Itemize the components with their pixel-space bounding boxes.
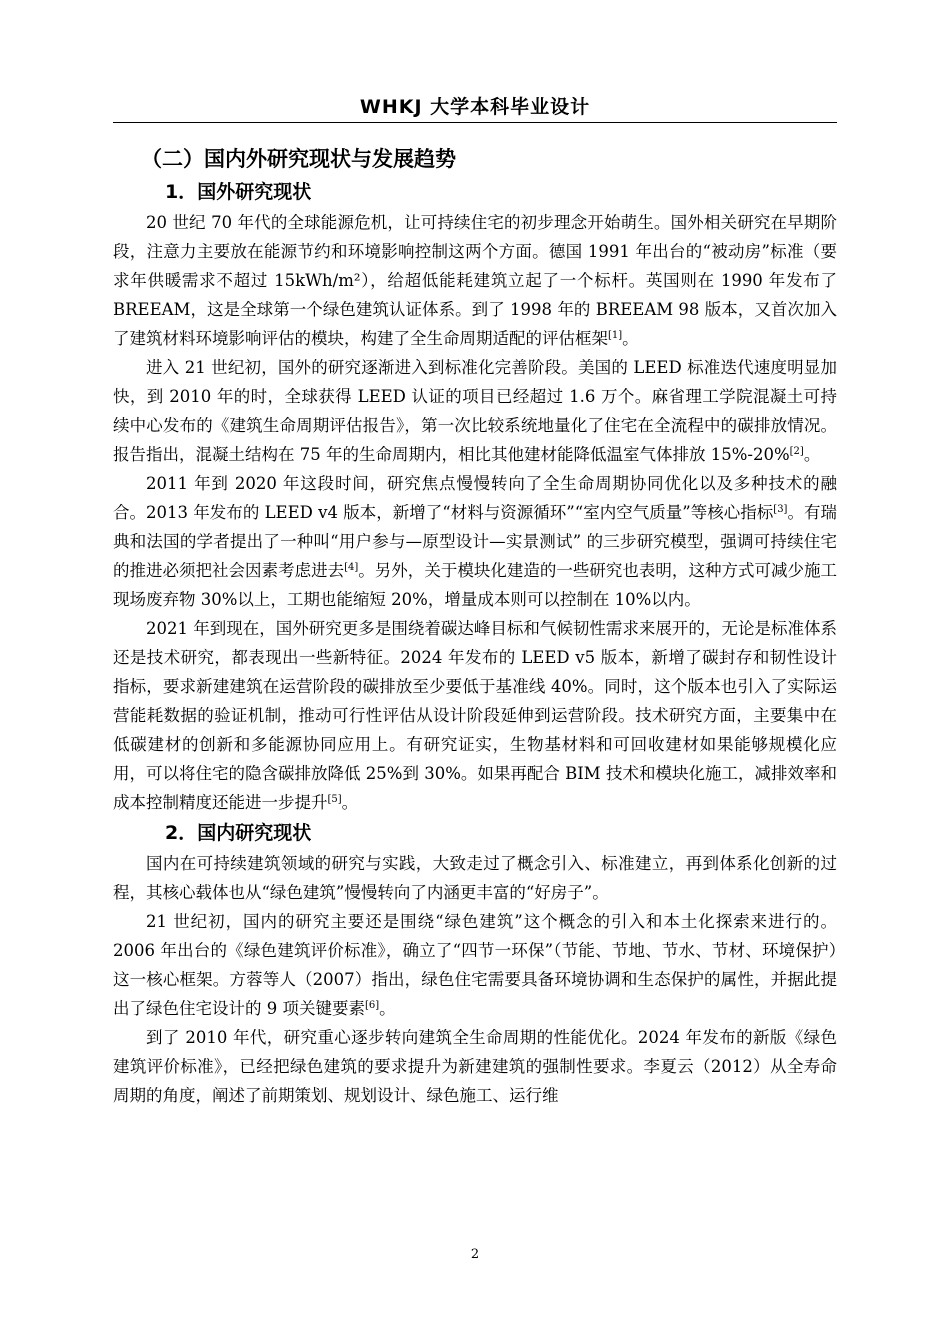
paragraph: [113, 208, 837, 353]
paragraph: [113, 614, 837, 817]
paragraph-text: 。另外，关于模块化建造的一些研究也表明，这种方式可减少施工现场废弃物 30%以上，工期也能缩短 20%，增量成本则可以控制在 10%以内。: [113, 561, 838, 609]
paragraph: [113, 907, 837, 1023]
paragraph: [113, 1023, 837, 1110]
paragraph: [113, 469, 837, 614]
paragraph-text: 。有瑞典和法国的学者提出了一种叫“用户参与—原型设计—实景测试” 的三步研究模型，强调可持续住宅的推进必须把社会因素考虑进去: [113, 503, 838, 580]
citation: [2]: [789, 446, 804, 457]
section-title: （二）国内外研究现状与发展趋势: [141, 147, 456, 171]
paragraph: [113, 353, 837, 469]
citation: [4]: [344, 562, 359, 573]
subsection-title-domestic: 2．国内研究现状: [165, 822, 312, 844]
paragraph-text: 进入 21 世纪初，国外的研究逐渐进入到标准化完善阶段。美国的 LEED 标准迭代速度明显加快，到 2010 年的时，全球获得 LEED 认证的项目已经超过 1.6 万个。麻省理工学院混凝土可持续中心发布的《建筑生命周期评估报告》，第一次比较系统地量化了住宅在全流程中的碳排放情况。报告指出，混凝土结构在 75 年的生命周期内，相比其他建材能降低温室气体排放 15%-20%: [113, 358, 837, 464]
paragraph-text: 。: [341, 793, 359, 812]
paragraph-text: 2021 年到现在，国外研究更多是围绕着碳达峰目标和气候韧性需求来展开的，无论是标准体系还是技术研究，都表现出一些新特征。2024 年发布的 LEED v5 版本，新增了碳封存和韧性设计指标，要求新建建筑在运营阶段的碳排放至少要低于基准线 40%。同时，这个版本也引入了实际运营能耗数据的验证机制，推动可行性评估从设计阶段延伸到运营阶段。技术研究方面，主要集中在低碳建材的创新和多能源协同应用上。有研究证实，生物基材料和可回收建材如果能够规模化应用，可以将住宅的隐含碳排放降低 25%到 30%。如果再配合 BIM 技术和模块化施工，减排效率和成本控制精度还能进一步提升: [113, 619, 837, 812]
paragraph-text: 。: [803, 445, 821, 464]
page-header: WHKJ 大学本科毕业设计: [359, 96, 591, 118]
citation: [1]: [608, 330, 623, 341]
citation: [6]: [365, 1000, 380, 1011]
citation: [5]: [327, 794, 342, 805]
subsection-title-foreign: 1．国外研究现状: [165, 181, 312, 203]
citation: [3]: [773, 504, 788, 515]
paragraph-text: 。: [622, 329, 639, 348]
paragraph-text: 。: [379, 999, 396, 1018]
document-body: [113, 142, 837, 1110]
paragraph-text: 国内在可持续建筑领域的研究与实践，大致走过了概念引入、标准建立，再到体系化创新的过程，其核心载体也从“绿色建筑”慢慢转向了内涵更丰富的“好房子”。: [113, 854, 837, 902]
page-number: 2: [470, 1247, 480, 1262]
header-rule: [113, 122, 837, 123]
paragraph-text: 到了 2010 年代，研究重心逐步转向建筑全生命周期的性能优化。2024 年发布的新版《绿色建筑评价标准》，已经把绿色建筑的要求提升为新建建筑的强制性要求。李夏云（2012）从全寿命周期的角度，阐述了前期策划、规划设计、绿色施工、运行维: [113, 1028, 837, 1105]
paragraph-text: 20 世纪 70 年代的全球能源危机，让可持续住宅的初步理念开始萌生。国外相关研究在早期阶段，注意力主要放在能源节约和环境影响控制这两个方面。德国 1991 年出台的“被动房”标准（要求年供暖需求不超过 15kWh/m²），给超低能耗建筑立起了一个标杆。英国则在 1990 年发布了 BREEAM，这是全球第一个绿色建筑认证体系。到了 1998 年的 BREEAM 98 版本，又首次加入了建筑材料环境影响评估的模块，构建了全生命周期适配的评估框架: [113, 213, 837, 348]
paragraph-text: 2011 年到 2020 年这段时间，研究焦点慢慢转向了全生命周期协同优化以及多种技术的融合。2013 年发布的 LEED v4 版本，新增了“材料与资源循环”“室内空气质量”等核心指标: [113, 474, 837, 522]
paragraph-text: 21 世纪初，国内的研究主要还是围绕“绿色建筑”这个概念的引入和本土化探索来进行的。2006 年出台的《绿色建筑评价标准》，确立了“四节一环保”（节能、节地、节水、节材、环境保护）这一核心框架。方蓉等人（2007）指出，绿色住宅需要具备环境协调和生态保护的属性，并据此提出了绿色住宅设计的 9 项关键要素: [113, 912, 837, 1018]
paragraph: [113, 849, 837, 907]
